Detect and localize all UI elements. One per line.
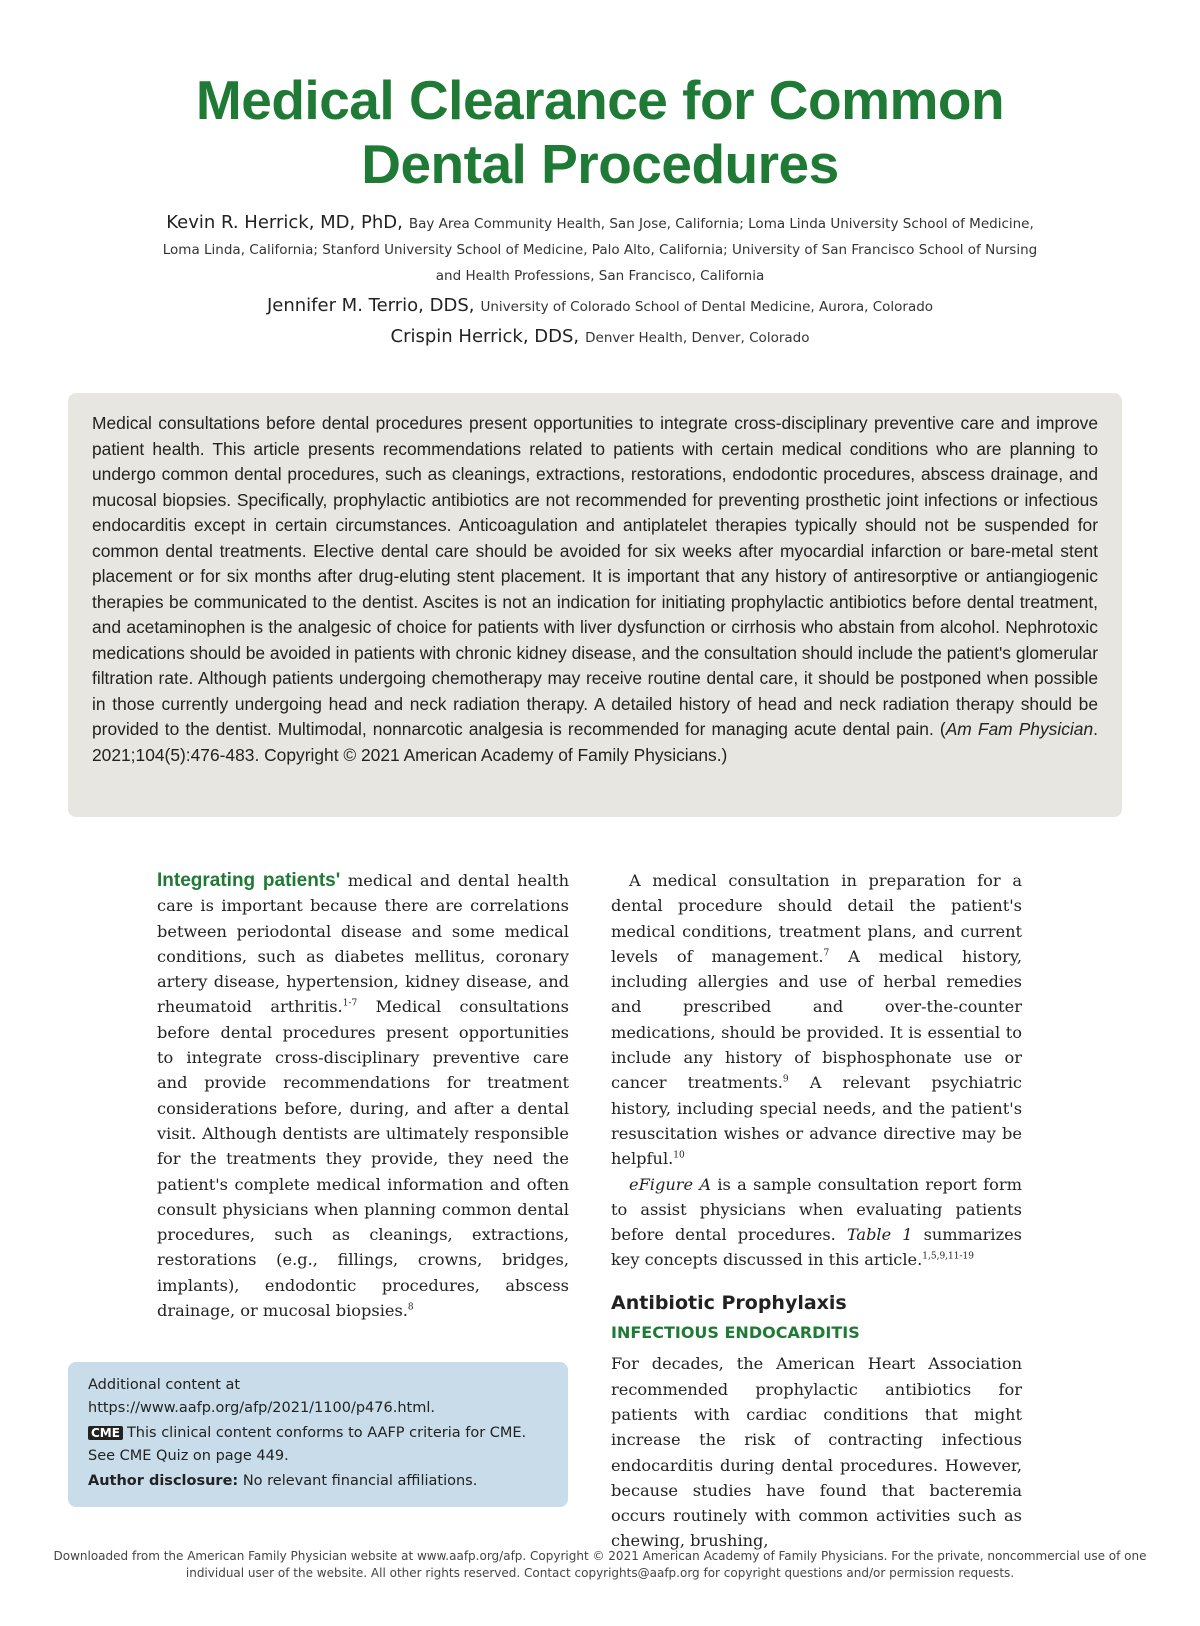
reference-superscript: 7 bbox=[823, 948, 830, 959]
cme-text: This clinical content conforms to AAFP criteria for CME. See CME Quiz on page 449. bbox=[88, 1425, 527, 1464]
body-column-left bbox=[157, 868, 569, 1323]
additional-content-note[interactable]: Additional content at https://www.aafp.org/afp/2021/1100/p476.html. bbox=[88, 1377, 435, 1416]
author-name: Crispin Herrick, DDS, bbox=[390, 326, 580, 347]
disclosure-label: Author disclosure: bbox=[88, 1473, 239, 1489]
paragraph-text: A medical history, including allergies and use of herbal remedies and prescribed and over-the-counter medications, should be provided. It is essential to include any history of bisphosphonate use or cancer treatments. bbox=[611, 946, 1022, 1093]
paragraph-text: is a sample consultation report form to assist physicians when evaluating patients before dental procedures. bbox=[611, 1174, 1022, 1245]
author-name: Kevin R. Herrick, MD, PhD, bbox=[166, 212, 403, 233]
reference-superscript: 8 bbox=[407, 1302, 414, 1313]
reference-superscript: 1-7 bbox=[342, 999, 358, 1010]
disclosure-text: No relevant financial affiliations. bbox=[242, 1473, 478, 1489]
title-line-2: Dental Procedures bbox=[361, 133, 839, 195]
citation-open: ( bbox=[939, 719, 946, 739]
author-entry bbox=[150, 210, 1050, 289]
abstract-body: Medical consultations before dental procedures present opportunities to integrate cross-disciplinary preventive care and improve patient health. This article presents recommendations related to patients with certain medical conditions who are planning to undergo common dental procedures, such as cleanings, extractions, restorations, endodontic procedures, abscess drainage, and mucosal biopsies. Specifically, prophylactic antibiotics are not recommended for preventing prosthetic joint infections or infectious endocarditis except in certain circumstances. Anticoagulation and antiplatelet therapies typically should not be suspended for common dental treatments. Elective dental care should be avoided for six weeks after myocardial infarction or bare-metal stent placement or for six months after drug-eluting stent placement. It is important that any history of antiresorptive or antiangiogenic therapies be communicated to the dentist. Ascites is not an indication for initiating prophylactic antibiotics before dental treatment, and acetaminophen is the analgesic of choice for patients with liver dysfunction or cirrhosis who abstain from alcohol. Nephrotoxic medications should be avoided in patients with chronic kidney disease, and the consultation should include the patient's glomerular filtration rate. Although patients undergoing chemotherapy may receive routine dental care, it should be postponed when possible in those currently undergoing head and neck radiation therapy. A detailed history of head and neck radiation therapy should be provided to the dentist. Multimodal, nonnarcotic analgesia is recommended for managing acute dental pain. bbox=[92, 413, 1098, 739]
citation-reference: . 2021;104(5):476-483. Copyright © 2021 American Academy of Family Physicians.) bbox=[92, 719, 1098, 765]
author-entry bbox=[150, 324, 1050, 351]
paragraph-text: A medical consultation in preparation for a dental procedure should detail the patient's medical conditions, treatment plans, and current levels of management. bbox=[611, 871, 1022, 966]
table-link[interactable]: Table 1 bbox=[846, 1225, 913, 1245]
cme-note bbox=[88, 1422, 548, 1468]
author-affiliation: Bay Area Community Health, San Jose, California; Loma Linda University School of Medicine, Loma Linda, California; Stanford University School of Medicine, Palo Alto, California; University of San Francisco School of Nursing and Health Professions, San Francisco, California bbox=[162, 216, 1038, 284]
abstract-box bbox=[68, 393, 1122, 817]
efigure-paragraph bbox=[611, 1172, 1022, 1273]
reference-superscript: 9 bbox=[782, 1074, 789, 1085]
endocarditis-paragraph: For decades, the American Heart Association recommended prophylactic antibiotics for patients with cardiac conditions that might increase the risk of contracting infectious endocarditis during dental procedures. However, because studies have found that bacteremia occurs routinely with common activities such as chewing, brushing, bbox=[611, 1354, 1022, 1551]
author-affiliation: University of Colorado School of Dental Medicine, Aurora, Colorado bbox=[480, 299, 934, 315]
citation-journal: Am Fam Physician bbox=[945, 719, 1094, 739]
paragraph-text: medical and dental health care is important because there are correlations between periodontal disease and some medical conditions, such as diabetes mellitus, coronary artery disease, hypertension, kidney disease, and rheumatoid arthritis. bbox=[157, 871, 569, 1017]
copyright-footer: Downloaded from the American Family Physician website at www.aafp.org/afp. Copyright © 2021 American Academy of Family Physicians. For the private, noncommercial use of one individual user of the website. All other rights reserved. Contact copyrights@aafp.org for copyright questions and/or permission requests. bbox=[53, 1549, 1147, 1580]
body-column-right bbox=[611, 868, 1022, 1554]
abstract-text bbox=[92, 411, 1098, 768]
reference-superscript: 1,5,9,11-19 bbox=[922, 1252, 974, 1263]
paragraph-text: Medical consultations before dental procedures present opportunities to integrate cross-disciplinary preventive care and provide recommendations for treatment considerations before, during, and after a dental visit. Although dentists are ultimately responsible for the treatments they provide, they need the patient's complete medical information and often consult physicians when planning common dental procedures, such as cleanings, extractions, restorations (e.g., fillings, crowns, bridges, implants), endodontic procedures, abscess drainage, or mucosal biopsies. bbox=[157, 997, 569, 1321]
subsection-heading: INFECTIOUS ENDOCARDITIS bbox=[611, 1323, 860, 1343]
article-title bbox=[0, 68, 1200, 196]
reference-superscript: 10 bbox=[673, 1150, 685, 1161]
lead-words: Integrating patients' bbox=[157, 870, 341, 891]
cme-badge: CME bbox=[88, 1426, 123, 1440]
paragraph-text: A relevant psychiatric history, including special needs, and the patient's resuscitation wishes or advance directive may be helpful. bbox=[611, 1073, 1022, 1169]
title-line-1: Medical Clearance for Common bbox=[195, 69, 1005, 131]
author-list bbox=[150, 210, 1050, 351]
info-box bbox=[68, 1362, 568, 1507]
consultation-paragraph bbox=[611, 868, 1022, 1172]
section-heading: Antibiotic Prophylaxis bbox=[611, 1291, 847, 1314]
author-affiliation: Denver Health, Denver, Colorado bbox=[585, 330, 810, 346]
intro-paragraph bbox=[157, 868, 569, 1323]
paragraph-text: summarizes key concepts discussed in this article. bbox=[611, 1225, 1022, 1270]
author-entry bbox=[150, 293, 1050, 320]
author-name: Jennifer M. Terrio, DDS, bbox=[266, 295, 475, 316]
author-disclosure bbox=[88, 1470, 548, 1493]
efigure-link[interactable]: eFigure A bbox=[629, 1174, 712, 1194]
